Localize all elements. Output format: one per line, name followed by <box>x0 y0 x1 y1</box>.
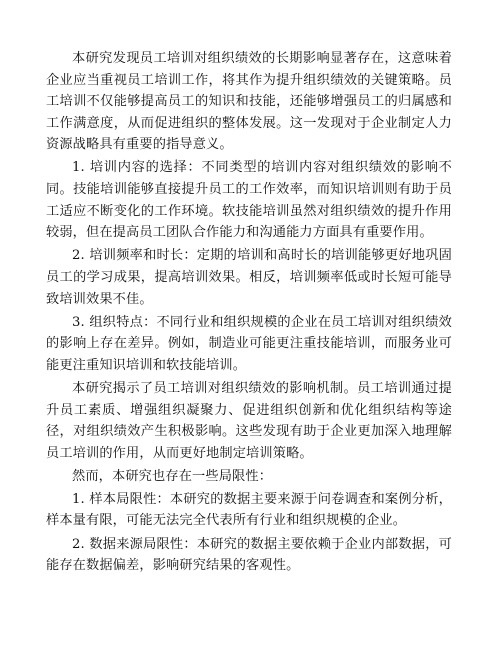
paragraph-training-content: 1. 培训内容的选择：不同类型的培训内容对组织绩效的影响不同。技能培训能够直接提升员工的工作效率，而知识培训则有助于员工适应不断变化的工作环境。软技能培训虽然对组织绩效的提升作用较弱，但在提高员工团队合作能力和沟通能力方面具有重要作用。 <box>46 160 452 241</box>
document-body <box>46 48 452 578</box>
paragraph-findings: 本研究发现员工培训对组织绩效的长期影响显著存在，这意味着企业应当重视员工培训工作，将其作为提升组织绩效的关键策略。员工培训不仅能够提高员工的知识和技能，还能够增强员工的归属感和工作满意度，从而促进组织的整体发展。这一发现对于企业制定人力资源战略具有重要的指导意义。 <box>46 51 452 153</box>
paragraph-training-frequency: 2. 培训频率和时长：定期的培训和高时长的培训能够更好地巩固员工的学习成果，提高培训效果。相反，培训频率低或时长短可能导致培训效果不佳。 <box>46 248 452 307</box>
paragraph-organization-traits: 3. 组织特点：不同行业和组织规模的企业在员工培训对组织绩效的影响上存在差异。例如，制造业可能更注重技能培训，而服务业可能更注重知识培训和软技能培训。 <box>46 314 452 373</box>
paragraph-sample-limitation: 1. 样本局限性：本研究的数据主要来源于问卷调查和案例分析，样本量有限，可能无法完全代表所有行业和组织规模的企业。 <box>46 491 452 529</box>
paragraph-mechanism: 本研究揭示了员工培训对组织绩效的影响机制。员工培训通过提升员工素质、增强组织凝聚力、促进组织创新和优化组织结构等途径，对组织绩效产生积极影响。这些发现有助于企业更加深入地理解员工培训的作用，从而更好地制定培训策略。 <box>46 380 452 461</box>
paragraph-data-limitation: 2. 数据来源局限性：本研究的数据主要依赖于企业内部数据，可能存在数据偏差，影响研究结果的客观性。 <box>46 536 452 574</box>
paragraph-limitations-intro: 然而，本研究也存在一些局限性： <box>72 468 273 484</box>
